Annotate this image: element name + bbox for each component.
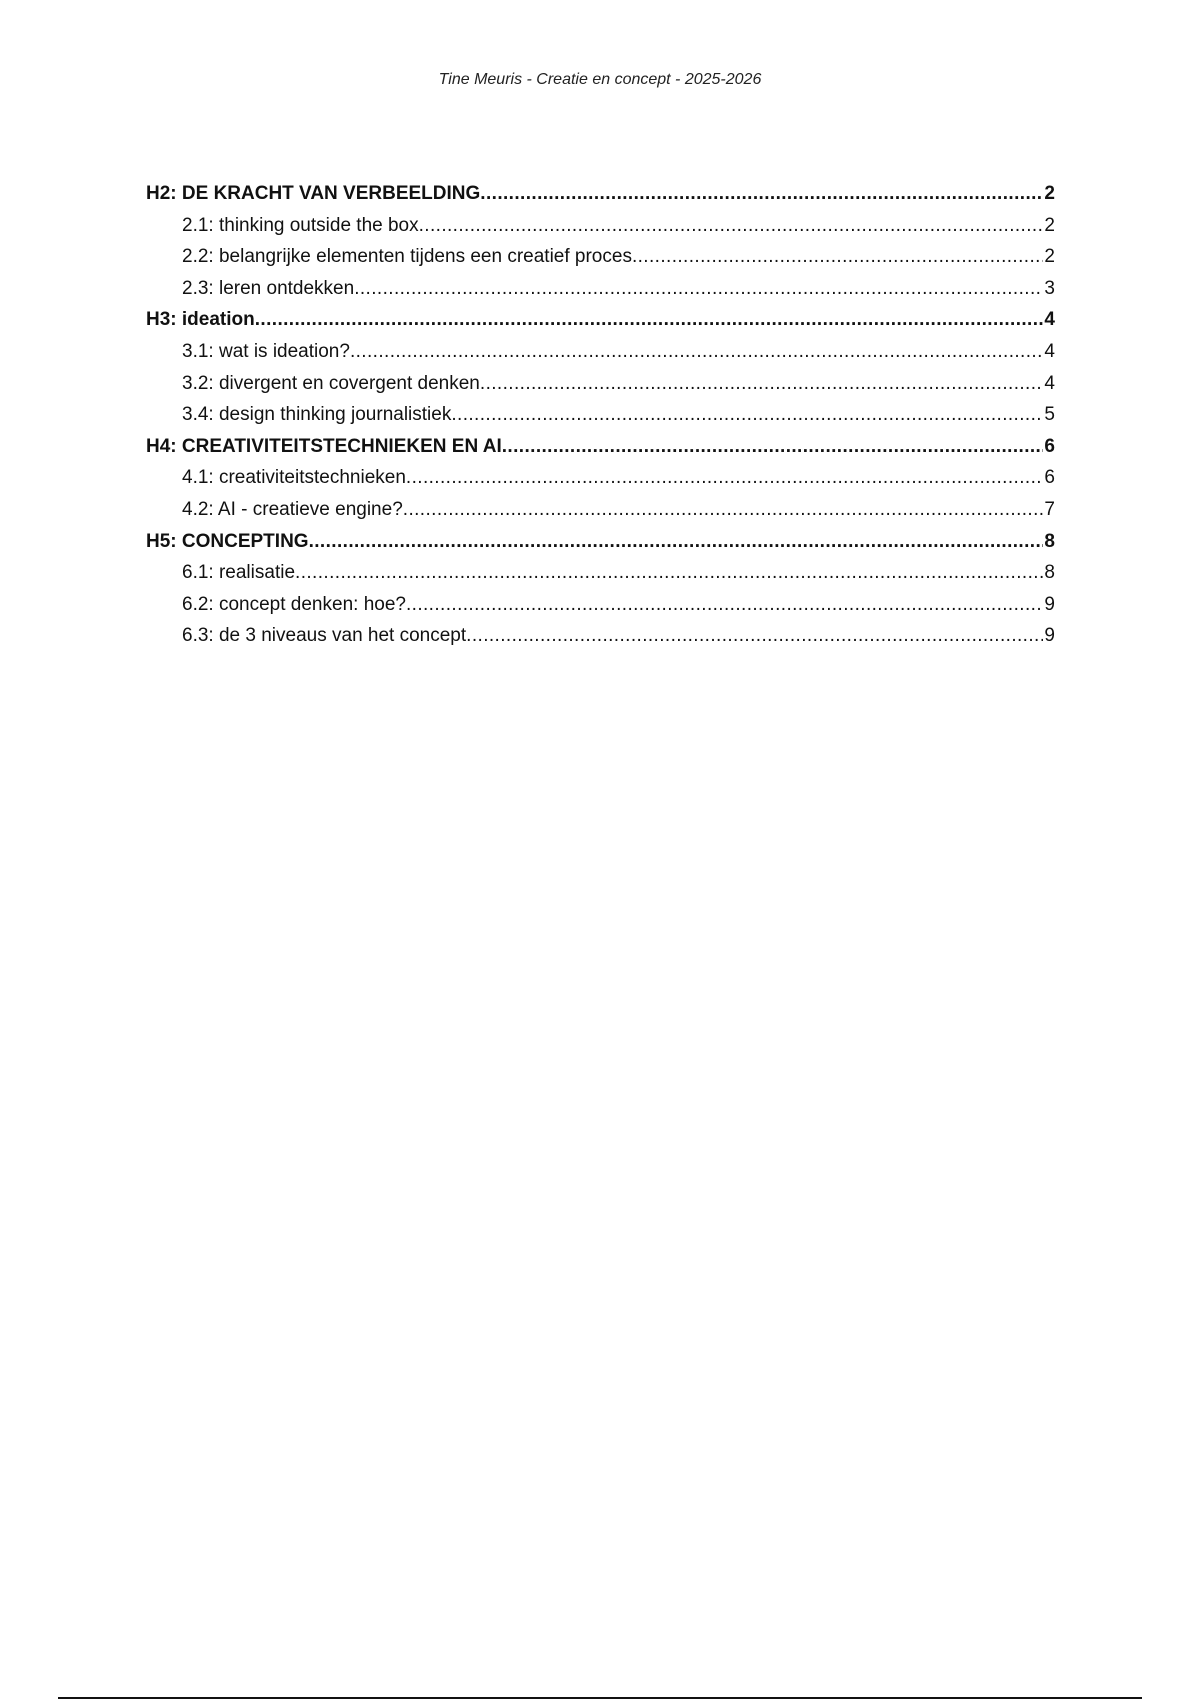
toc-dot-leader bbox=[406, 462, 1043, 494]
toc-entry[interactable] bbox=[146, 178, 1055, 210]
toc-entry[interactable] bbox=[146, 431, 1055, 463]
toc-page-number: 2 bbox=[1044, 214, 1055, 236]
toc-entry[interactable] bbox=[146, 462, 1055, 494]
toc-page-number: 2 bbox=[1044, 246, 1055, 268]
toc-entry-label: 4.1: creativiteitstechnieken bbox=[182, 467, 406, 489]
toc-page-number: 6 bbox=[1044, 467, 1055, 489]
toc-entry[interactable] bbox=[146, 399, 1055, 431]
toc-entry-label: H5: CONCEPTING bbox=[146, 530, 309, 552]
toc-dot-leader bbox=[502, 431, 1043, 463]
toc-entry-label: H3: ideation bbox=[146, 309, 255, 331]
toc-dot-leader bbox=[354, 273, 1043, 305]
toc-dot-leader bbox=[480, 178, 1043, 210]
toc-page-number: 6 bbox=[1044, 435, 1055, 457]
toc-entry-label: 2.2: belangrijke elementen tijdens een creatief proces bbox=[182, 246, 632, 268]
toc-page-number: 2 bbox=[1044, 183, 1055, 204]
toc-entry-label: 4.2: AI - creatieve engine? bbox=[182, 498, 403, 520]
toc-dot-leader bbox=[632, 241, 1043, 273]
toc-entry-label: 6.3: de 3 niveaus van het concept bbox=[182, 625, 467, 647]
toc-entry[interactable] bbox=[146, 336, 1055, 368]
footer-divider bbox=[58, 1697, 1142, 1699]
toc-entry-label: 3.1: wat is ideation? bbox=[182, 340, 350, 362]
toc-entry[interactable] bbox=[146, 368, 1055, 400]
toc-dot-leader bbox=[350, 336, 1043, 368]
toc-entry[interactable] bbox=[146, 241, 1055, 273]
toc-page-number: 9 bbox=[1044, 625, 1055, 647]
toc-dot-leader bbox=[451, 399, 1043, 431]
toc-entry-label: 3.2: divergent en covergent denken bbox=[182, 372, 480, 394]
toc-page-number: 9 bbox=[1044, 593, 1055, 615]
toc-entry-label: 6.2: concept denken: hoe? bbox=[182, 593, 406, 615]
toc-dot-leader bbox=[403, 494, 1043, 526]
toc-entry[interactable] bbox=[146, 273, 1055, 305]
toc-dot-leader bbox=[295, 557, 1043, 589]
toc-dot-leader bbox=[309, 526, 1043, 558]
toc-page-number: 4 bbox=[1044, 309, 1055, 331]
running-header: Tine Meuris - Creatie en concept - 2025-2026 bbox=[438, 71, 762, 88]
toc-entry-label: H4: CREATIVITEITSTECHNIEKEN EN AI bbox=[146, 435, 502, 457]
toc-page-number: 7 bbox=[1044, 498, 1055, 520]
toc-entry-label: 2.3: leren ontdekken bbox=[182, 277, 355, 299]
toc-dot-leader bbox=[255, 304, 1043, 336]
toc-page-number: 3 bbox=[1044, 277, 1055, 299]
toc-entry-label: 2.1: thinking outside the box bbox=[182, 214, 419, 236]
toc-dot-leader bbox=[480, 368, 1043, 400]
toc-dot-leader bbox=[406, 589, 1043, 621]
toc-entry[interactable] bbox=[146, 210, 1055, 242]
table-of-contents bbox=[146, 178, 1055, 652]
toc-entry-label: 6.1: realisatie bbox=[182, 562, 296, 584]
toc-page-number: 5 bbox=[1044, 404, 1055, 426]
toc-entry[interactable] bbox=[146, 526, 1055, 558]
toc-entry-label: H2: DE KRACHT VAN VERBEELDING bbox=[146, 183, 481, 204]
toc-entry-label: 3.4: design thinking journalistiek bbox=[182, 404, 452, 426]
toc-page-number: 8 bbox=[1044, 530, 1055, 552]
toc-page-number: 4 bbox=[1044, 372, 1055, 394]
toc-entry[interactable] bbox=[146, 557, 1055, 589]
toc-dot-leader bbox=[419, 210, 1043, 242]
toc-entry[interactable] bbox=[146, 494, 1055, 526]
toc-page-number: 8 bbox=[1044, 562, 1055, 584]
toc-dot-leader bbox=[466, 620, 1043, 652]
toc-entry[interactable] bbox=[146, 304, 1055, 336]
toc-entry[interactable] bbox=[146, 620, 1055, 652]
toc-page-number: 4 bbox=[1044, 340, 1055, 362]
toc-entry[interactable] bbox=[146, 589, 1055, 621]
